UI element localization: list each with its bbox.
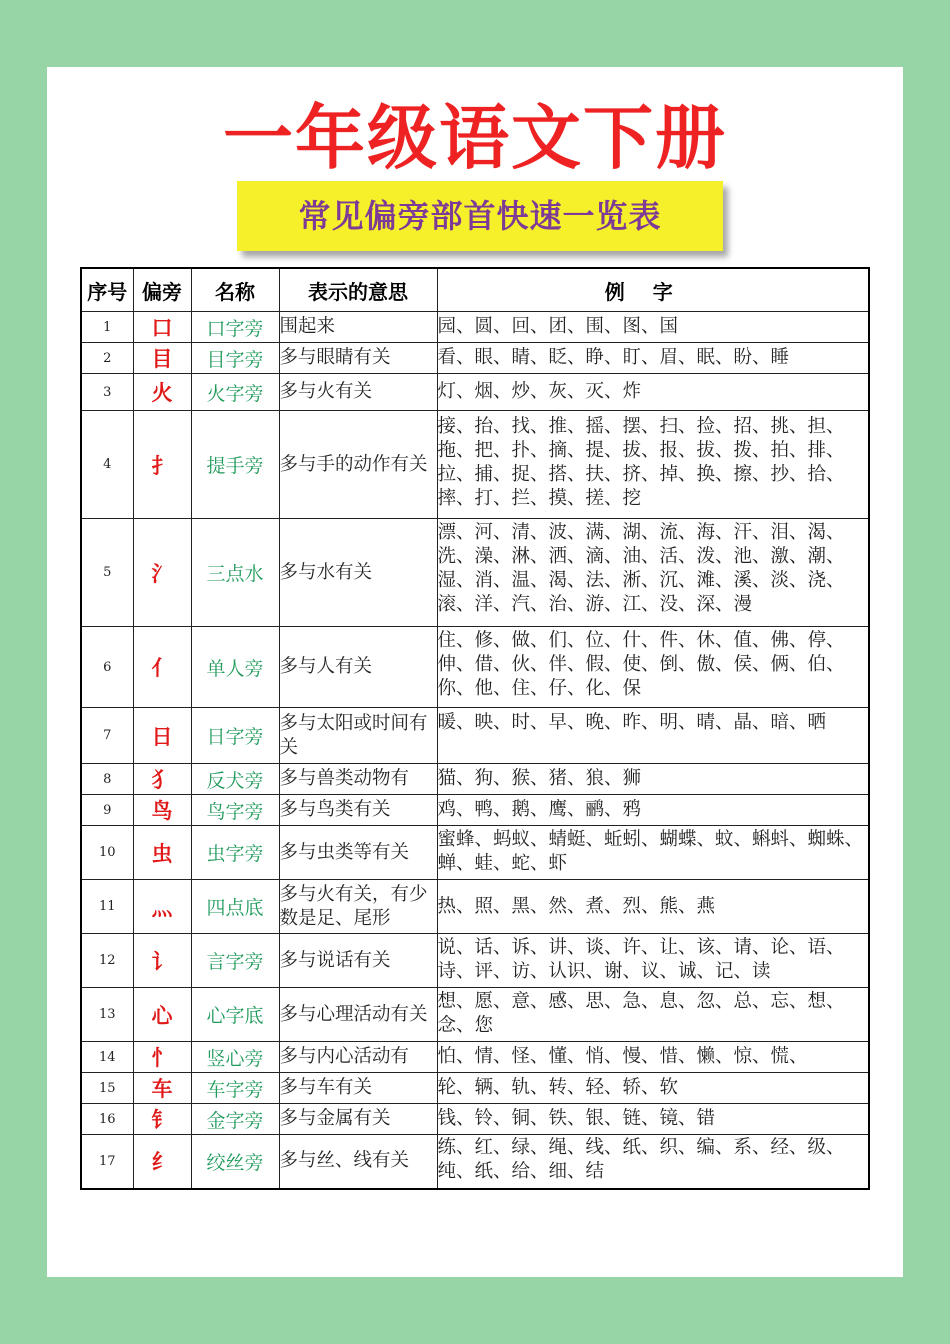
row-examples-text: 暖、映、时、早、晚、昨、明、晴、晶、暗、晒 [437,711,827,733]
row-examples-text: 住、修、做、们、位、什、件、休、值、佛、停、伸、借、伙、伴、假、使、倒、傲、侯、俩、伯、你、他、住、仔、化、保 [437,630,845,699]
row-examples [437,826,869,880]
row-name: 火字旁 [191,374,279,411]
row-examples [437,1073,869,1104]
table-row [81,312,869,343]
row-meaning: 多与丝、线有关 [279,1135,437,1189]
table-row [81,1042,869,1073]
row-examples-text: 猫、狗、猴、猪、狼、狮 [437,768,642,789]
header-name: 名称 [191,268,279,312]
row-meaning: 多与虫类等有关 [279,826,437,880]
row-name: 金字旁 [191,1104,279,1135]
row-num: 10 [81,826,133,880]
row-meaning: 多与内心活动有 [279,1042,437,1073]
row-num: 14 [81,1042,133,1073]
page-title: 一年级语文下册 [223,97,727,179]
row-name: 虫字旁 [191,826,279,880]
row-examples [437,795,869,826]
row-examples-text: 轮、辆、轨、转、轻、轿、软 [437,1077,679,1098]
row-meaning: 多与说话有关 [279,934,437,988]
row-name: 反犬旁 [191,764,279,795]
row-examples [437,708,869,764]
row-examples [437,1135,869,1189]
row-meaning: 多与心理活动有关 [279,988,437,1042]
table-row [81,708,869,764]
table-row [81,826,869,880]
row-radical: 心 [133,988,191,1042]
row-examples [437,312,869,343]
row-name: 言字旁 [191,934,279,988]
table-row [81,374,869,411]
row-name: 口字旁 [191,312,279,343]
row-radical: 忄 [133,1042,191,1073]
row-meaning: 多与火有关 [279,374,437,411]
row-radical: 扌 [133,411,191,519]
row-examples [437,374,869,411]
row-meaning: 围起来 [279,312,437,343]
row-examples [437,988,869,1042]
row-examples [437,1104,869,1135]
table-row [81,764,869,795]
row-examples [437,934,869,988]
row-radical: 钅 [133,1104,191,1135]
row-meaning: 多与车有关 [279,1073,437,1104]
row-num: 8 [81,764,133,795]
row-num: 16 [81,1104,133,1135]
header-radical: 偏旁 [133,268,191,312]
table-row [81,1073,869,1104]
row-num: 3 [81,374,133,411]
row-name: 四点底 [191,880,279,934]
row-radical: 目 [133,343,191,374]
table-row [81,411,869,519]
row-examples-text: 说、话、诉、讲、谈、许、让、该、请、论、语、诗、评、访、认识、谢、议、诚、记、读 [437,936,845,982]
table-row [81,795,869,826]
row-examples [437,1042,869,1073]
row-num: 4 [81,411,133,519]
row-examples-text: 练、红、绿、绳、线、纸、织、编、系、经、级、纯、纸、给、细、结 [437,1137,845,1183]
row-examples [437,343,869,374]
row-meaning: 多与火有关，有少数是足、尾形 [279,880,437,934]
row-examples-text: 想、愿、意、感、思、急、息、忽、总、忘、想、念、您 [437,990,845,1036]
row-radical: 讠 [133,934,191,988]
row-radical: 鸟 [133,795,191,826]
row-examples [437,764,869,795]
row-name: 提手旁 [191,411,279,519]
row-examples-text: 怕、情、怪、懂、悄、慢、惜、懒、惊、慌、 [437,1046,808,1067]
row-radical: 亻 [133,627,191,708]
row-examples-text: 漂、河、清、波、满、湖、流、海、汗、泪、渴、洗、澡、淋、洒、滴、油、活、泼、池、激、潮、湿、消、温、渴、法、淅、沉、滩、溪、淡、浇、滚、洋、汽、治、游、江、没、深、漫 [437,521,845,615]
row-radical: 口 [133,312,191,343]
row-examples [437,411,869,519]
row-examples-text: 蜜蜂、蚂蚁、蜻蜓、蚯蚓、蝴蝶、蚊、蝌蚪、蜘蛛、蝉、蛙、蛇、虾 [437,828,864,874]
row-num: 9 [81,795,133,826]
row-name: 车字旁 [191,1073,279,1104]
row-radical: 日 [133,708,191,764]
row-meaning: 多与眼睛有关 [279,343,437,374]
table-row [81,343,869,374]
radicals-table [80,267,870,1190]
row-meaning: 多与手的动作有关 [279,411,437,519]
row-num: 13 [81,988,133,1042]
header-examples: 例字 [437,268,869,312]
row-meaning: 多与人有关 [279,627,437,708]
row-num: 11 [81,880,133,934]
row-name: 目字旁 [191,343,279,374]
table-row [81,934,869,988]
subtitle-banner: 常见偏旁部首快速一览表 [237,181,723,251]
row-meaning: 多与太阳或时间有关 [279,708,437,764]
table-row [81,988,869,1042]
row-radical: 火 [133,374,191,411]
row-num: 6 [81,627,133,708]
row-radical: 氵 [133,519,191,627]
row-name: 竖心旁 [191,1042,279,1073]
row-examples-text: 热、照、黑、然、煮、烈、熊、燕 [437,895,716,917]
table-row [81,880,869,934]
row-examples-text: 鸡、鸭、鹅、鹰、鹂、鸦 [437,799,642,820]
row-meaning: 多与鸟类有关 [279,795,437,826]
row-examples-text: 接、抬、找、推、摇、摆、扫、捡、招、挑、担、拖、把、扑、摘、提、拔、报、拔、拨、拍、排、拉、捕、捉、搭、扶、挤、掉、换、擦、抄、拾、摔、打、拦、摸、搓、挖 [437,415,845,509]
row-name: 日字旁 [191,708,279,764]
row-num: 1 [81,312,133,343]
row-meaning: 多与兽类动物有 [279,764,437,795]
row-name: 鸟字旁 [191,795,279,826]
row-num: 7 [81,708,133,764]
row-radical: 犭 [133,764,191,795]
row-num: 12 [81,934,133,988]
row-name: 绞丝旁 [191,1135,279,1189]
table-row [81,1135,869,1189]
row-radical: 虫 [133,826,191,880]
row-examples-text: 园、圆、回、团、围、图、国 [437,316,679,337]
row-radical: 纟 [133,1135,191,1189]
row-examples-text: 看、眼、睛、眨、睁、盯、眉、眠、盼、睡 [437,347,790,368]
row-num: 2 [81,343,133,374]
row-examples [437,627,869,708]
row-num: 15 [81,1073,133,1104]
table-row [81,1104,869,1135]
row-name: 三点水 [191,519,279,627]
row-num: 17 [81,1135,133,1189]
row-name: 心字底 [191,988,279,1042]
row-examples [437,880,869,934]
row-name: 单人旁 [191,627,279,708]
row-radical: 灬 [133,880,191,934]
row-meaning: 多与水有关 [279,519,437,627]
row-examples-text: 钱、铃、铜、铁、银、链、镜、错 [437,1108,716,1129]
table-row [81,627,869,708]
header-num: 序号 [81,268,133,312]
table-header-row [81,268,869,312]
row-examples [437,519,869,627]
table-row [81,519,869,627]
header-meaning: 表示的意思 [279,268,437,312]
row-radical: 车 [133,1073,191,1104]
row-meaning: 多与金属有关 [279,1104,437,1135]
row-num: 5 [81,519,133,627]
row-examples-text: 灯、烟、炒、灰、灭、炸 [437,381,642,402]
